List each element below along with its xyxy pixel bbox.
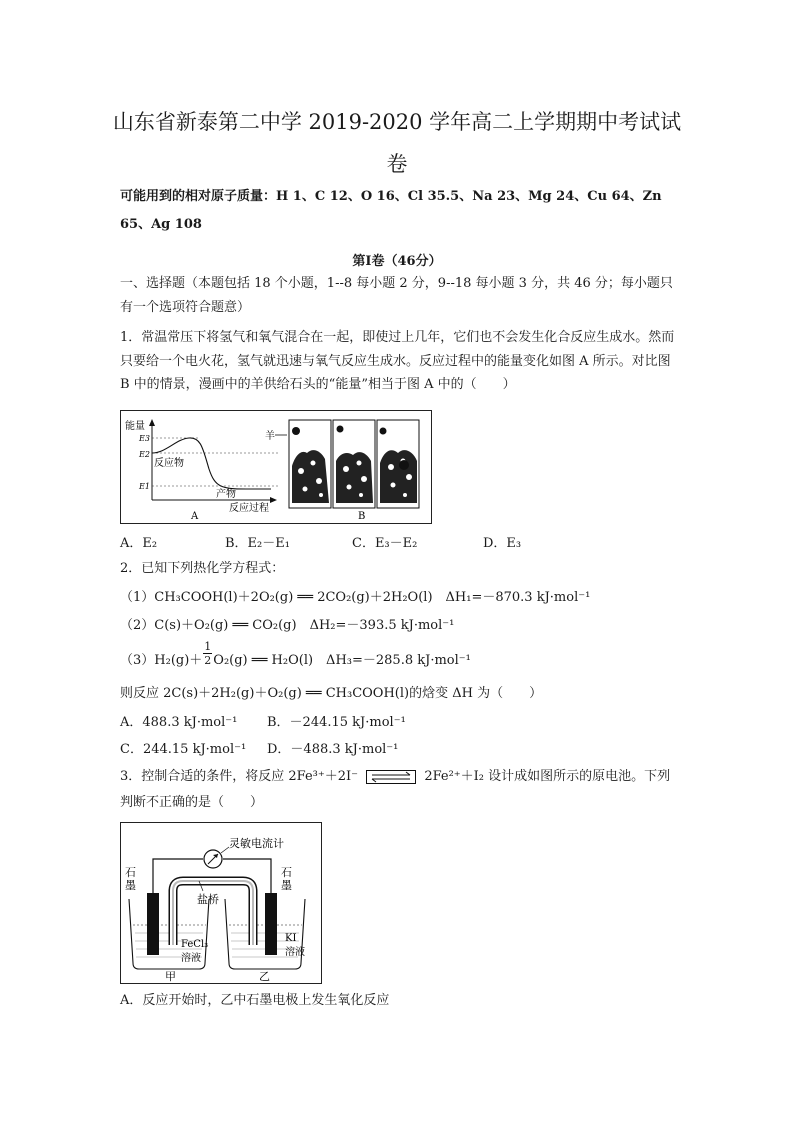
eq3-fraction [203,640,212,667]
q3-stem-part1: 3．控制合适的条件，将反应 2Fe³⁺＋2I⁻ [120,769,359,784]
q2-option-a: A．488.3 kJ·mol⁻¹ [120,715,238,730]
q3-stem-part2: 2Fe²⁺＋I₂ 设计成如图所示的原电池。下列 [424,769,671,784]
cartoon-panel-2 [333,420,375,508]
product-label: 产物 [216,489,236,500]
right-solution-label-1: KI [285,933,297,944]
left-beaker-label: 甲 [165,970,176,983]
eq3-frac-num: 1 [204,640,212,653]
title-line-2: 卷 [386,152,408,176]
left-solution-label-1: FeCl₃ [181,939,209,950]
salt-bridge-label: 盐桥 [197,893,219,906]
eq3-suffix: O₂(g) ══ H₂O(l) ΔH₃=－285.8 kJ·mol⁻¹ [213,653,471,668]
section-title: 第Ⅰ卷（46分） [352,254,442,269]
right-beaker-label: 乙 [259,970,270,983]
q2-equation-3 [120,640,471,676]
energy-diagram [121,411,431,523]
cartoon-panel-3 [377,420,419,508]
reactant-label: 反应物 [154,458,184,469]
q1-option-a: A．E₂ [120,536,158,551]
reversible-arrow-icon [366,770,416,784]
question-3-stem [120,766,680,788]
galvanic-cell-diagram [121,823,321,983]
question-2-stem: 2．已知下列热化学方程式： [120,561,285,576]
x-axis-label: 反应过程 [229,503,269,514]
sheep-label: 羊 [265,431,275,442]
q1-figure [120,410,432,524]
level-e3: E3 [139,434,150,443]
exam-title [112,103,682,183]
right-electrode-label-1: 石 [281,866,292,879]
left-electrode-label-1: 石 [125,866,136,879]
panel-a-label: A [191,511,199,522]
q2-question: 则反应 2C(s)＋2H₂(g)＋O₂(g) ══ CH₃COOH(l)的焓变 ΔH 为（ ） [120,686,543,701]
level-e1: E1 [139,482,150,491]
question-1-stem: 1．常温常压下将氢气和氧气混合在一起，即使过上几年，它们也不会发生化合反应生成水。然而只要给一个电火花，氢气就迅速与氧气反应生成水。反应过程中的能量变化如图 A 所示。对比图 B 中的情景，漫画中的羊供给石头的“能量”相当于图 A 中的（ ） [120,330,675,392]
panel-b-label: B [358,511,366,522]
y-axis-label: 能量 [125,421,145,432]
right-graphite-electrode [265,893,277,955]
eq3-frac-den: 2 [204,654,212,667]
atomic-masses: 可能用到的相对原子质量：H 1、C 12、O 16、Cl 35.5、Na 23、Mg 24、Cu 64、Zn 65、Ag 108 [120,189,662,232]
right-electrode-label-2: 墨 [281,879,292,892]
q3-option-a: A．反应开始时，乙中石墨电极上发生氧化反应 [120,993,390,1008]
left-graphite-electrode [147,893,159,955]
q2-equation-2: （2）C(s)＋O₂(g) ══ CO₂(g) ΔH₂=－393.5 kJ·mol⁻¹ [120,618,455,633]
eq3-prefix: （3）H₂(g)＋ [120,653,203,668]
left-electrode-label-2: 墨 [125,879,136,892]
level-e2: E2 [139,450,150,459]
q1-option-b: B．E₂－E₁ [225,536,290,551]
q2-equation-1: （1）CH₃COOH(l)＋2O₂(g) ══ 2CO₂(g)＋2H₂O(l) ΔH₁=－870.3 kJ·mol⁻¹ [120,590,591,605]
left-solution-label-2: 溶液 [181,953,201,964]
q2-option-b: B．－244.15 kJ·mol⁻¹ [267,715,406,730]
part1-heading: 一、选择题（本题包括 18 个小题，1--8 每小题 2 分，9--18 每小题 3 分，共 46 分；每小题只有一个选项符合题意） [120,276,673,315]
q1-option-c: C．E₃－E₂ [352,536,418,551]
galvanometer-label: 灵敏电流计 [229,837,284,850]
q2-option-c: C．244.15 kJ·mol⁻¹ [120,742,247,757]
cartoon-panel-1 [289,420,331,508]
q2-option-d: D．－488.3 kJ·mol⁻¹ [267,742,399,757]
q1-option-d: D．E₃ [483,536,522,551]
right-solution-label-2: 溶液 [285,947,305,958]
q3-stem-line2: 判断不正确的是（ ） [120,795,264,810]
title-line-1: 山东省新泰第二中学 2019-2020 学年高二上学期期中考试试 [112,110,682,134]
q3-figure [120,822,322,984]
